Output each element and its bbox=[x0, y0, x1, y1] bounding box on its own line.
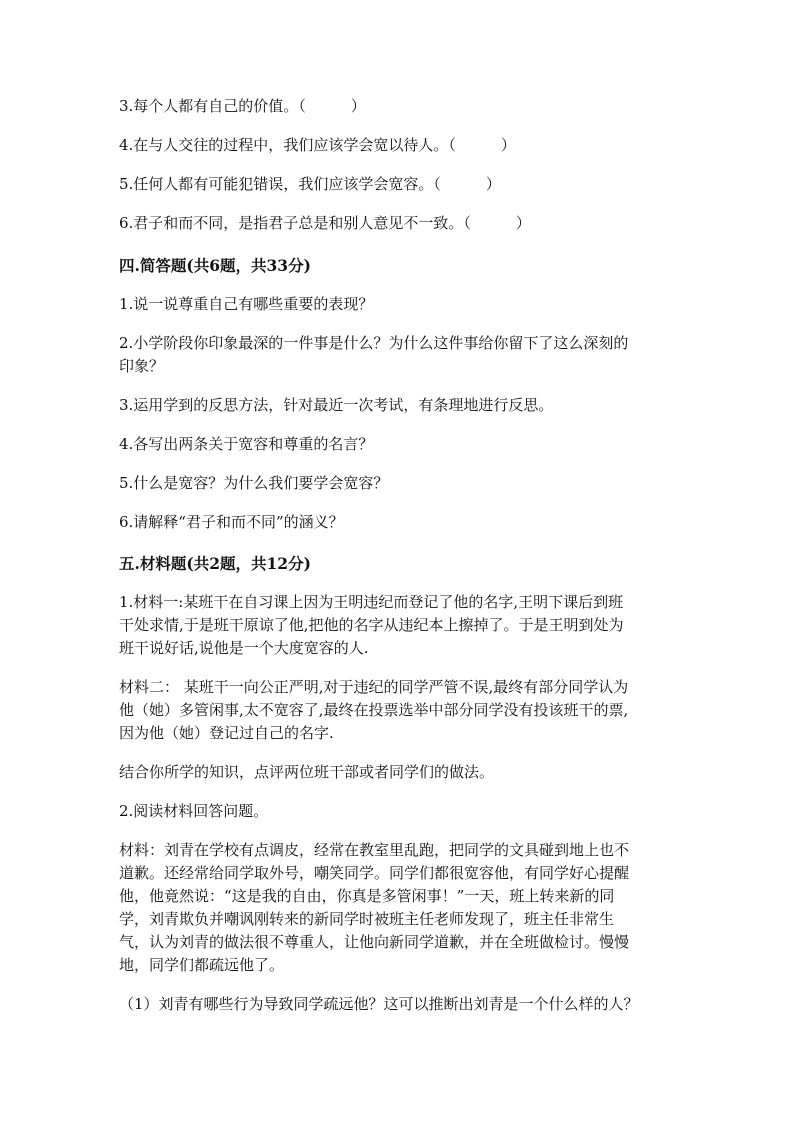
material-text-line2: 道歉。还经常给同学取外号，嘲笑同学。同学们都很宽容他，有同学好心提醒 bbox=[119, 864, 630, 882]
judgement-item-5: 5.任何人都有可能犯错误，我们应该学会宽容。（ ） bbox=[119, 175, 501, 193]
material-text-line3: 他，他竟然说：“这是我的自由，你真是多管闲事！”一天，班上转来新的同 bbox=[119, 887, 615, 905]
material-1-line1: 1.材料一:某班干在自习课上因为王明违纪而登记了他的名字,王明下课后到班 bbox=[119, 593, 624, 611]
material-text-line4: 学，刘青欺负并嘲讽刚转来的新同学时被班主任老师发现了，班主任非常生 bbox=[119, 910, 615, 928]
material-q2: 2.阅读材料回答问题。 bbox=[119, 802, 269, 820]
material-2-line1: 材料二： 某班干一向公正严明,对于违纪的同学严管不误,最终有部分同学认为 bbox=[119, 678, 629, 696]
short-answer-q1: 1.说一说尊重自己有哪些重要的表现？ bbox=[119, 295, 374, 313]
short-answer-q3: 3.运用学到的反思方法，针对最近一次考试，有条理地进行反思。 bbox=[119, 396, 554, 414]
section-5-title: 五.材料题(共2题，共12分) bbox=[119, 554, 311, 573]
section-4-title: 四.简答题(共6题，共33分) bbox=[119, 256, 311, 275]
material-text-line1: 材料：刘青在学校有点调皮，经常在教室里乱跑，把同学的文具碰到地上也不 bbox=[119, 841, 630, 859]
sub-question-1: （1）刘青有哪些行为导致同学疏远他？这可以推断出刘青是一个什么样的人？ bbox=[119, 995, 639, 1013]
short-answer-q2-line2: 印象？ bbox=[119, 357, 165, 375]
short-answer-q4: 4.各写出两条关于宽容和尊重的名言？ bbox=[119, 435, 374, 453]
material-1-line3: 班干说好话,说他是一个大度宽容的人. bbox=[119, 639, 369, 657]
material-text-line6: 地，同学们都疏远他了。 bbox=[119, 956, 285, 974]
short-answer-q2-line1: 2.小学阶段你印象最深的一件事是什么？为什么这件事给你留下了这么深刻的 bbox=[119, 334, 629, 352]
judgement-item-4: 4.在与人交往的过程中，我们应该学会宽以待人。（ ） bbox=[119, 136, 516, 154]
material-2-line3: 因为他（她）登记过自己的名字. bbox=[119, 724, 334, 742]
material-2-line2: 他（她）多管闲事,太不宽容了,最终在投票选举中部分同学没有投该班干的票, bbox=[119, 701, 629, 719]
judgement-item-3: 3.每个人都有自己的价值。（ ） bbox=[119, 97, 366, 115]
short-answer-q6: 6.请解释“君子和而不同”的涵义？ bbox=[119, 513, 344, 531]
material-task: 结合你所学的知识，点评两位班干部或者同学们的做法。 bbox=[119, 763, 495, 781]
material-1-line2: 干处求情,于是班干原谅了他,把他的名字从违纪本上擦掉了。于是王明到处为 bbox=[119, 616, 624, 634]
material-text-line5: 气，认为刘青的做法很不尊重人，让他向新同学道歉，并在全班做检讨。慢慢 bbox=[119, 933, 630, 951]
short-answer-q5: 5.什么是宽容？为什么我们要学会宽容？ bbox=[119, 474, 389, 492]
judgement-item-6: 6.君子和而不同，是指君子总是和别人意见不一致。（ ） bbox=[119, 214, 531, 232]
